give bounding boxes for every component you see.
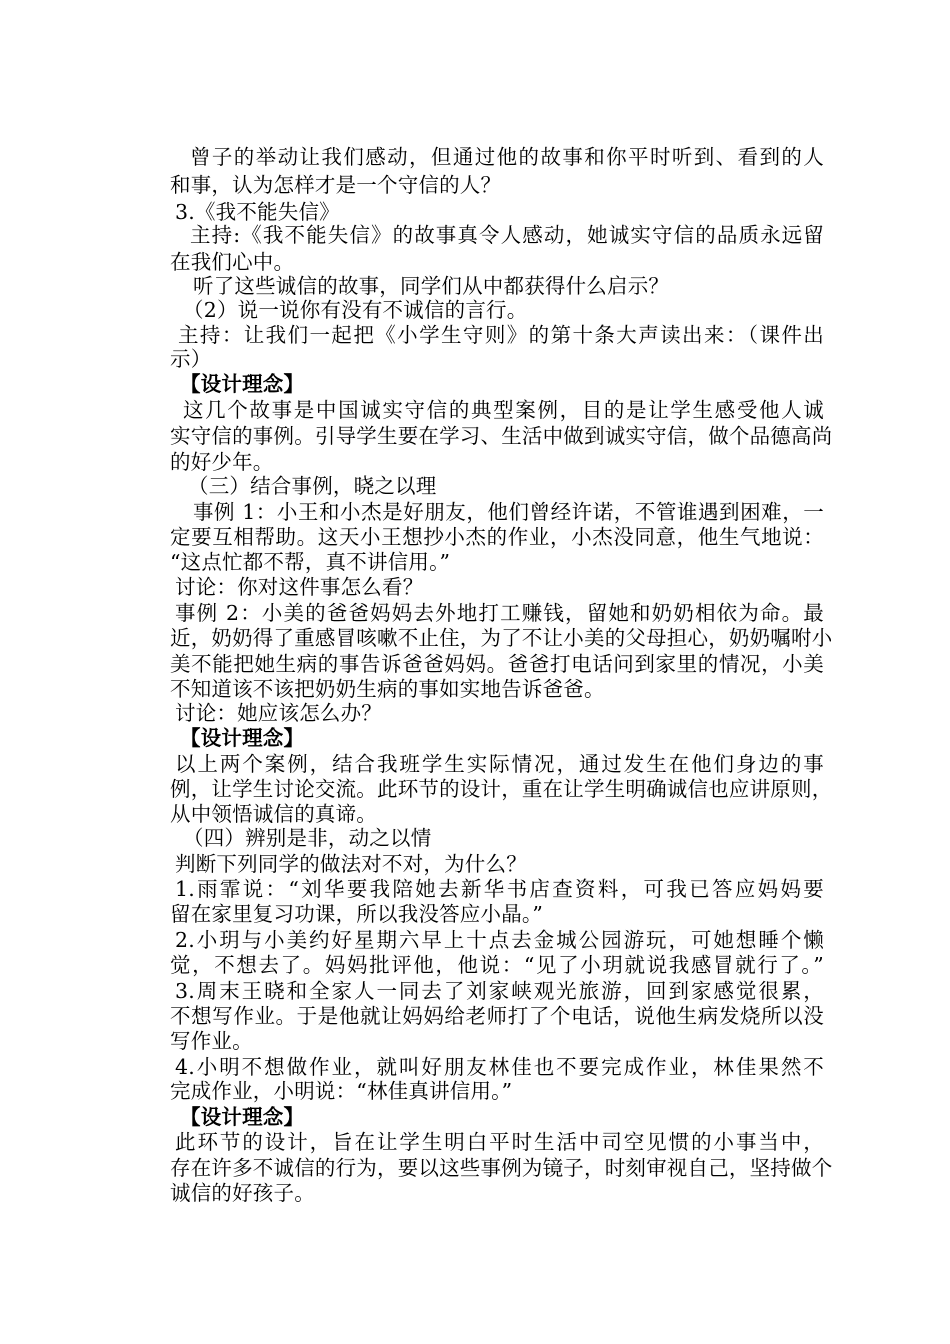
host-instruction-line-2: 示）: [170, 347, 212, 371]
design-concept-heading-1: 【设计理念】: [180, 372, 305, 396]
design-concept-3-line-2: 存在许多不诚信的行为，要以这些事例为镜子，时刻审视自己，坚持做个: [170, 1156, 833, 1180]
item-4-line-2: 完成作业，小明说：“林佳真讲信用。”: [170, 1079, 513, 1103]
section-heading-four: （四）辨别是非，动之以情: [183, 826, 432, 850]
item-2-line-2: 觉，不想去了。妈妈批评他，他说：“见了小玥就说我感冒就行了。”: [170, 953, 824, 977]
design-concept-1-line-2: 实守信的事例。引导学生要在学习、生活中做到诚实守信，做个品德高尚: [170, 424, 833, 448]
paragraph-zengzi-line-1: 曾子的举动让我们感动，但通过他的故事和你平时听到、看到的人: [190, 145, 824, 169]
section-heading-three: （三）结合事例，晓之以理: [188, 474, 437, 498]
design-concept-3-line-1: 此环节的设计，旨在让学生明白平时生活中司空见惯的小事当中，: [175, 1130, 824, 1154]
section-heading-3: 3.《我不能失信》: [175, 200, 340, 224]
subsection-2: （2）说一说你有没有不诚信的言行。: [183, 298, 528, 322]
design-concept-1-line-1: 这几个故事是中国诚实守信的典型案例，目的是让学生感受他人诚: [183, 398, 824, 422]
case-1-line-3: “这点忙都不帮，真不讲信用。”: [170, 550, 451, 574]
item-3-line-2: 不想写作业。于是他就让妈妈给老师打了个电话，说他生病发烧所以没: [170, 1004, 824, 1028]
design-concept-2-line-1: 以上两个案例，结合我班学生实际情况，通过发生在他们身边的事: [175, 752, 824, 776]
discussion-1: 讨论：你对这件事怎么看？: [175, 575, 424, 599]
design-concept-heading-2: 【设计理念】: [180, 726, 305, 750]
case-1-line-1: 事例 1：小王和小杰是好朋友，他们曾经许诺，不管谁遇到困难，一: [193, 500, 824, 524]
paragraph-zengzi-line-2: 和事，认为怎样才是一个守信的人？: [170, 173, 502, 197]
design-concept-heading-3: 【设计理念】: [180, 1105, 305, 1129]
discussion-2: 讨论：她应该怎么办？: [175, 701, 382, 725]
case-1-line-2: 定要互相帮助。这天小王想抄小杰的作业，小杰没同意，他生气地说：: [170, 525, 824, 549]
case-2-line-4: 不知道该不该把奶奶生病的事如实地告诉爸爸。: [170, 677, 605, 701]
item-3-line-3: 写作业。: [170, 1029, 253, 1053]
host-instruction-line-1: 主持：让我们一起把《小学生守则》的第十条大声读出来：（课件出: [178, 323, 824, 347]
judgement-prompt: 判断下列同学的做法对不对，为什么？: [175, 852, 527, 876]
host-remark-line-1: 主持:《我不能失信》的故事真令人感动，她诚实守信的品质永远留: [190, 223, 824, 247]
design-concept-3-line-3: 诚信的好孩子。: [170, 1181, 315, 1205]
design-concept-2-line-2: 例，让学生讨论交流。此环节的设计，重在让学生明确诚信也应讲原则，: [170, 777, 833, 801]
design-concept-1-line-3: 的好少年。: [170, 450, 274, 474]
item-1-line-1: 1.雨霏说：“刘华要我陪她去新华书店查资料，可我已答应妈妈要: [175, 877, 824, 901]
item-3-line-1: 3.周末王晓和全家人一同去了刘家峡观光旅游，回到家感觉很累，: [175, 979, 824, 1003]
item-1-line-2: 留在家里复习功课，所以我没答应小晶。”: [170, 902, 544, 926]
host-remark-line-2: 在我们心中。: [170, 250, 295, 274]
question-line: 听了这些诚信的故事，同学们从中都获得什么启示？: [193, 274, 670, 298]
case-2-line-2: 近，奶奶得了重感冒咳嗽不止住，为了不让小美的父母担心，奶奶嘱咐小: [170, 626, 833, 650]
item-2-line-1: 2.小玥与小美约好星期六早上十点去金城公园游玩，可她想睡个懒: [175, 928, 824, 952]
case-2-line-3: 美不能把她生病的事告诉爸爸妈妈。爸爸打电话问到家里的情况，小美: [170, 652, 824, 676]
case-2-line-1: 事例 2：小美的爸爸妈妈去外地打工赚钱，留她和奶奶相依为命。最: [175, 601, 824, 625]
item-4-line-1: 4.小明不想做作业，就叫好朋友林佳也不要完成作业，林佳果然不: [175, 1055, 824, 1079]
design-concept-2-line-3: 从中领悟诚信的真谛。: [170, 802, 377, 826]
